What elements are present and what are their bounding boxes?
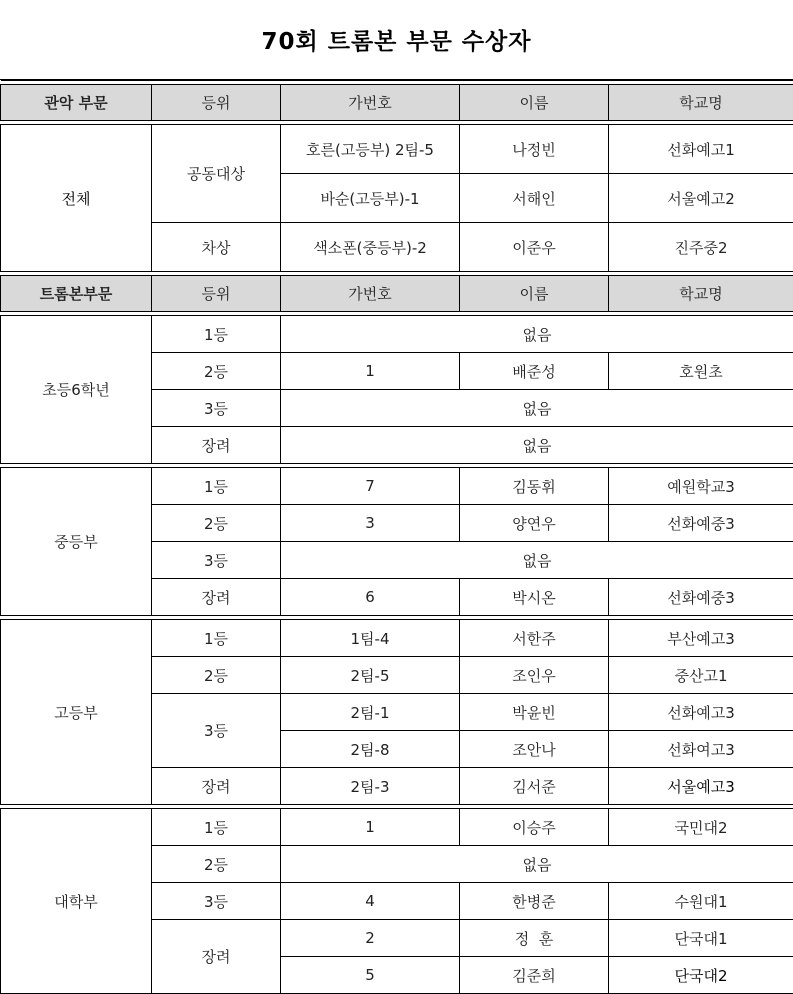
school-cell: 수원대1: [609, 883, 793, 920]
name-cell: 이준우: [460, 223, 609, 272]
table-row: [1, 809, 793, 846]
none-cell: 없음: [281, 316, 793, 353]
name-cell: 조안나: [460, 731, 609, 768]
rank-cell: 2등: [152, 846, 281, 883]
number-cell: 1: [281, 809, 460, 846]
header-rank: 등위: [152, 85, 281, 121]
number-cell: 5: [281, 957, 460, 994]
rank-cell: 3등: [152, 542, 281, 579]
number-cell: 1팀-4: [281, 620, 460, 657]
name-cell: 박시온: [460, 579, 609, 616]
school-cell: 선화여고3: [609, 731, 793, 768]
rank-cell: 3등: [152, 390, 281, 427]
page-title: 70회 트롬본 부문 수상자: [0, 0, 793, 80]
name-cell: 김준희: [460, 957, 609, 994]
number-cell: 바순(고등부)-1: [281, 174, 460, 223]
header-category: 관악 부문: [1, 85, 152, 121]
number-cell: 2팀-3: [281, 768, 460, 805]
header-category: 트롬본부문: [1, 276, 152, 312]
school-cell: 서울예고2: [609, 174, 793, 223]
number-cell: 1: [281, 353, 460, 390]
table-row: [1, 468, 793, 505]
header-number: 가번호: [281, 276, 460, 312]
number-cell: 2팀-8: [281, 731, 460, 768]
rank-cell: 3등: [152, 694, 281, 768]
header-row-trombone: [1, 276, 793, 312]
none-cell: 없음: [281, 427, 793, 464]
rank-cell: 1등: [152, 316, 281, 353]
header-name: 이름: [460, 85, 609, 121]
rank-cell: 2등: [152, 353, 281, 390]
table-row: [1, 316, 793, 353]
school-cell: 서울예고3: [609, 768, 793, 805]
name-cell: 정 훈: [460, 920, 609, 957]
school-cell: 호원초: [609, 353, 793, 390]
school-cell: 국민대2: [609, 809, 793, 846]
none-cell: 없음: [281, 542, 793, 579]
school-cell: 예원학교3: [609, 468, 793, 505]
name-cell: 한병준: [460, 883, 609, 920]
table-row: [1, 125, 793, 174]
none-cell: 없음: [281, 390, 793, 427]
name-cell: 김서준: [460, 768, 609, 805]
rank-cell: 1등: [152, 620, 281, 657]
rank-cell: 장려: [152, 579, 281, 616]
school-cell: 선화예중3: [609, 579, 793, 616]
name-cell: 서해인: [460, 174, 609, 223]
rank-cell: 공동대상: [152, 125, 281, 223]
number-cell: 호른(고등부) 2팀-5: [281, 125, 460, 174]
rank-cell: 장려: [152, 920, 281, 994]
name-cell: 김동휘: [460, 468, 609, 505]
number-cell: 2팀-5: [281, 657, 460, 694]
none-cell: 없음: [281, 846, 793, 883]
rank-cell: 장려: [152, 768, 281, 805]
group-label: 고등부: [1, 620, 152, 805]
header-name: 이름: [460, 276, 609, 312]
awards-table: [0, 80, 793, 994]
school-cell: 부산예고3: [609, 620, 793, 657]
group-label: 전체: [1, 125, 152, 272]
number-cell: 2: [281, 920, 460, 957]
number-cell: 3: [281, 505, 460, 542]
number-cell: 2팀-1: [281, 694, 460, 731]
group-label: 대학부: [1, 809, 152, 994]
header-rank: 등위: [152, 276, 281, 312]
name-cell: 양연우: [460, 505, 609, 542]
group-label: 초등6학년: [1, 316, 152, 464]
school-cell: 진주중2: [609, 223, 793, 272]
name-cell: 박윤빈: [460, 694, 609, 731]
name-cell: 서한주: [460, 620, 609, 657]
rank-cell: 2등: [152, 657, 281, 694]
school-cell: 선화예중3: [609, 505, 793, 542]
school-cell: 선화예고1: [609, 125, 793, 174]
header-school: 학교명: [609, 276, 793, 312]
number-cell: 6: [281, 579, 460, 616]
school-cell: 중산고1: [609, 657, 793, 694]
rank-cell: 장려: [152, 427, 281, 464]
rank-cell: 1등: [152, 468, 281, 505]
name-cell: 나정빈: [460, 125, 609, 174]
school-cell: 선화예고3: [609, 694, 793, 731]
school-cell: 단국대1: [609, 920, 793, 957]
rank-cell: 2등: [152, 505, 281, 542]
name-cell: 조인우: [460, 657, 609, 694]
group-label: 중등부: [1, 468, 152, 616]
header-row-brass: [1, 85, 793, 121]
school-cell: 단국대2: [609, 957, 793, 994]
number-cell: 4: [281, 883, 460, 920]
header-number: 가번호: [281, 85, 460, 121]
number-cell: 색소폰(중등부)-2: [281, 223, 460, 272]
header-school: 학교명: [609, 85, 793, 121]
table-row: [1, 620, 793, 657]
name-cell: 이승주: [460, 809, 609, 846]
name-cell: 배준성: [460, 353, 609, 390]
rank-cell: 3등: [152, 883, 281, 920]
rank-cell: 1등: [152, 809, 281, 846]
number-cell: 7: [281, 468, 460, 505]
rank-cell: 차상: [152, 223, 281, 272]
